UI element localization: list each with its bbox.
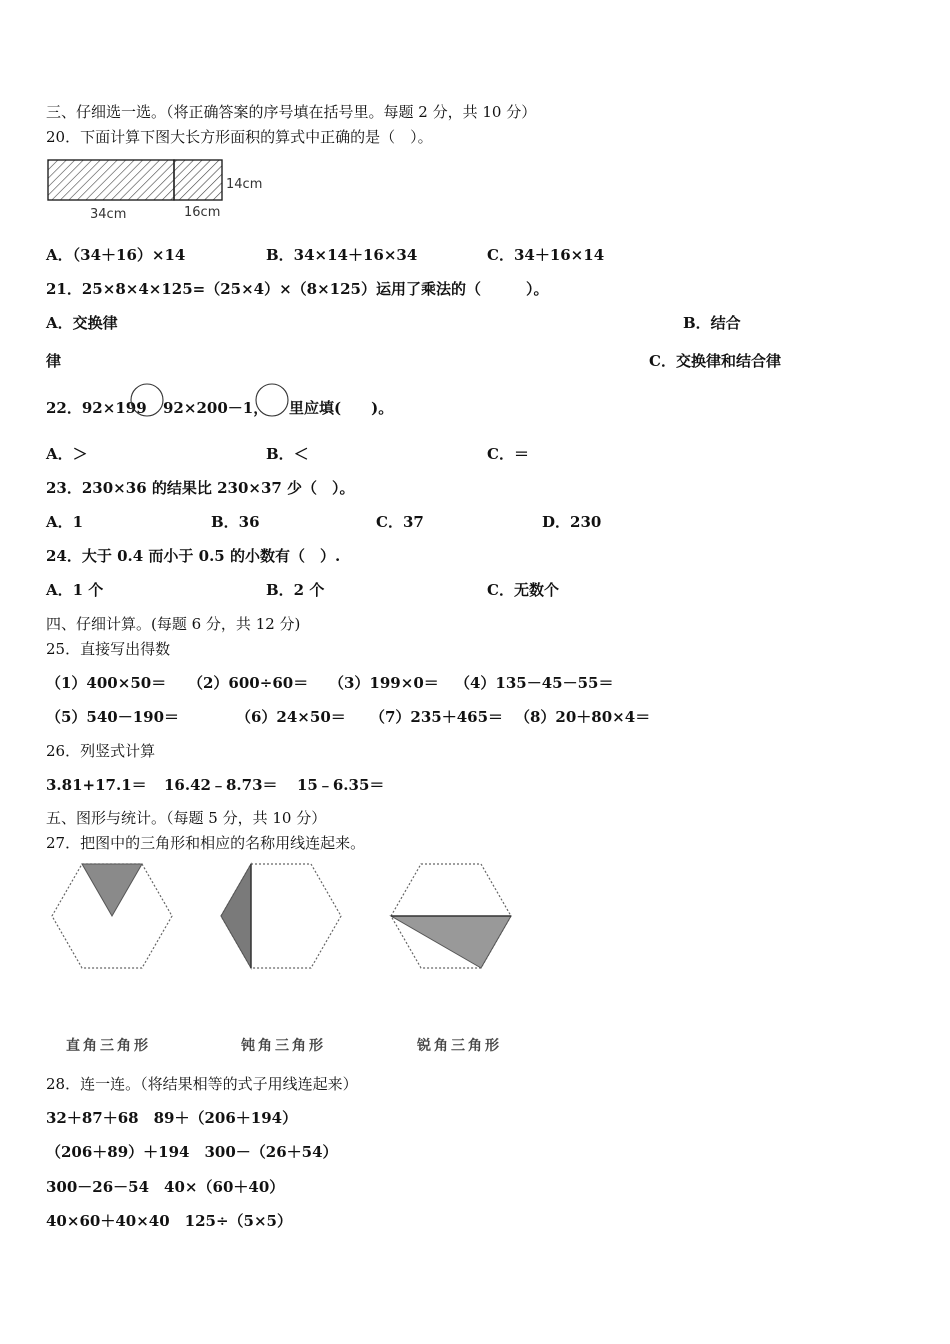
q28-stem: 28．连一连。（将结果相等的式子用线连起来） — [46, 1075, 358, 1093]
q23-option-c: C．37 — [376, 513, 424, 531]
q25-item-3: （3）199×0＝ — [329, 674, 439, 692]
q27-hexagon-figure-2 — [219, 860, 345, 974]
q20-stem: 20．下面计算下图大长方形面积的算式中正确的是（ ）。 — [46, 128, 433, 146]
q25-item-1: （1）400×50＝ — [46, 674, 167, 692]
q26-stem: 26．列竖式计算 — [46, 742, 156, 760]
q20-option-a: A．（34＋16）×14 — [46, 246, 186, 264]
q22-option-c: C．＝ — [487, 445, 529, 463]
q27-stem: 27．把图中的三角形和相应的名称用线连起来。 — [46, 834, 366, 852]
q25-item-2: （2）600÷60＝ — [188, 674, 309, 692]
q25-item-8: （8）20＋80×4＝ — [515, 708, 651, 726]
q25-item-5: （5）540－190＝ — [46, 708, 180, 726]
q20-height-label: 14cm — [226, 177, 263, 192]
q28-row-2: （206＋89）＋194 300－（26＋54） — [46, 1143, 338, 1161]
q27-hexagon-3-triangle — [391, 916, 511, 968]
q27-hexagon-1-triangle — [82, 864, 142, 916]
q27-label-right-triangle: 直角三角形 — [66, 1038, 151, 1054]
q23-option-b: B．36 — [211, 513, 260, 531]
q25-item-6: （6）24×50＝ — [236, 708, 346, 726]
q20-rectangle-figure — [40, 152, 280, 224]
q23-stem: 23．230×36 的结果比 230×37 少（ ）。 — [46, 479, 355, 497]
q20-rect-left — [48, 160, 174, 200]
q22-option-b: B．＜ — [266, 445, 309, 463]
q24-option-c: C．无数个 — [487, 581, 559, 599]
q27-hexagon-2-triangle — [221, 864, 251, 968]
q28-row-4: 40×60＋40×40 125÷（5×5） — [46, 1212, 292, 1230]
q21-option-b: B．结合 — [683, 314, 741, 332]
q20-width-right-label: 16cm — [184, 205, 221, 220]
q24-stem: 24．大于 0.4 而小于 0.5 的小数有（ ）. — [46, 547, 341, 565]
q25-stem: 25．直接写出得数 — [46, 640, 171, 658]
q22-part-3: 里应填( )。 — [289, 399, 394, 417]
q22-circle-blank-1[interactable] — [128, 382, 166, 418]
q26-item-3: 15﹣6.35＝ — [297, 776, 385, 794]
q22-part-1: 22．92×199 — [46, 399, 147, 417]
q26-item-2: 16.42﹣8.73＝ — [164, 776, 278, 794]
q23-option-d: D．230 — [542, 513, 602, 531]
q20-rect-right — [174, 160, 222, 200]
q25-item-7: （7）235＋465＝ — [370, 708, 504, 726]
section-4-title: 四、仔细计算。(每题 6 分，共 12 分) — [46, 615, 301, 633]
q27-hexagon-figure-3 — [389, 860, 515, 974]
q27-label-acute-triangle: 锐角三角形 — [417, 1038, 502, 1054]
q21-option-c: C．交换律和结合律 — [649, 352, 781, 370]
q26-item-1: 3.81+17.1＝ — [46, 776, 147, 794]
q24-option-a: A．1 个 — [46, 581, 104, 599]
q21-option-a: A．交换律 — [46, 314, 118, 332]
q28-row-1: 32＋87＋68 89＋（206＋194） — [46, 1109, 298, 1127]
section-5-title: 五、图形与统计。（每题 5 分，共 10 分） — [46, 809, 327, 827]
q22-option-a: A．＞ — [46, 445, 88, 463]
q21-option-b-continued: 律 — [46, 352, 62, 370]
q25-item-4: （4）135－45－55＝ — [455, 674, 614, 692]
q27-label-obtuse-triangle: 钝角三角形 — [241, 1038, 326, 1054]
q27-hexagon-figure-1 — [50, 860, 176, 974]
q21-stem: 21．25×8×4×125=（25×4）×（8×125）运用了乘法的（ ）。 — [46, 280, 549, 298]
q22-circle-blank-2[interactable] — [253, 382, 291, 418]
q20-width-left-label: 34cm — [90, 207, 127, 222]
q22-part-2: 92×200－1， — [163, 399, 269, 417]
section-3-title: 三、仔细选一选。（将正确答案的序号填在括号里。每题 2 分，共 10 分） — [46, 103, 537, 121]
q20-option-c: C．34＋16×14 — [487, 246, 605, 264]
q24-option-b: B．2 个 — [266, 581, 325, 599]
q28-row-3: 300－26－54 40×（60＋40） — [46, 1178, 285, 1196]
q27-labels — [60, 1030, 530, 1060]
q20-option-b: B．34×14＋16×34 — [266, 246, 418, 264]
q23-option-a: A．1 — [46, 513, 84, 531]
